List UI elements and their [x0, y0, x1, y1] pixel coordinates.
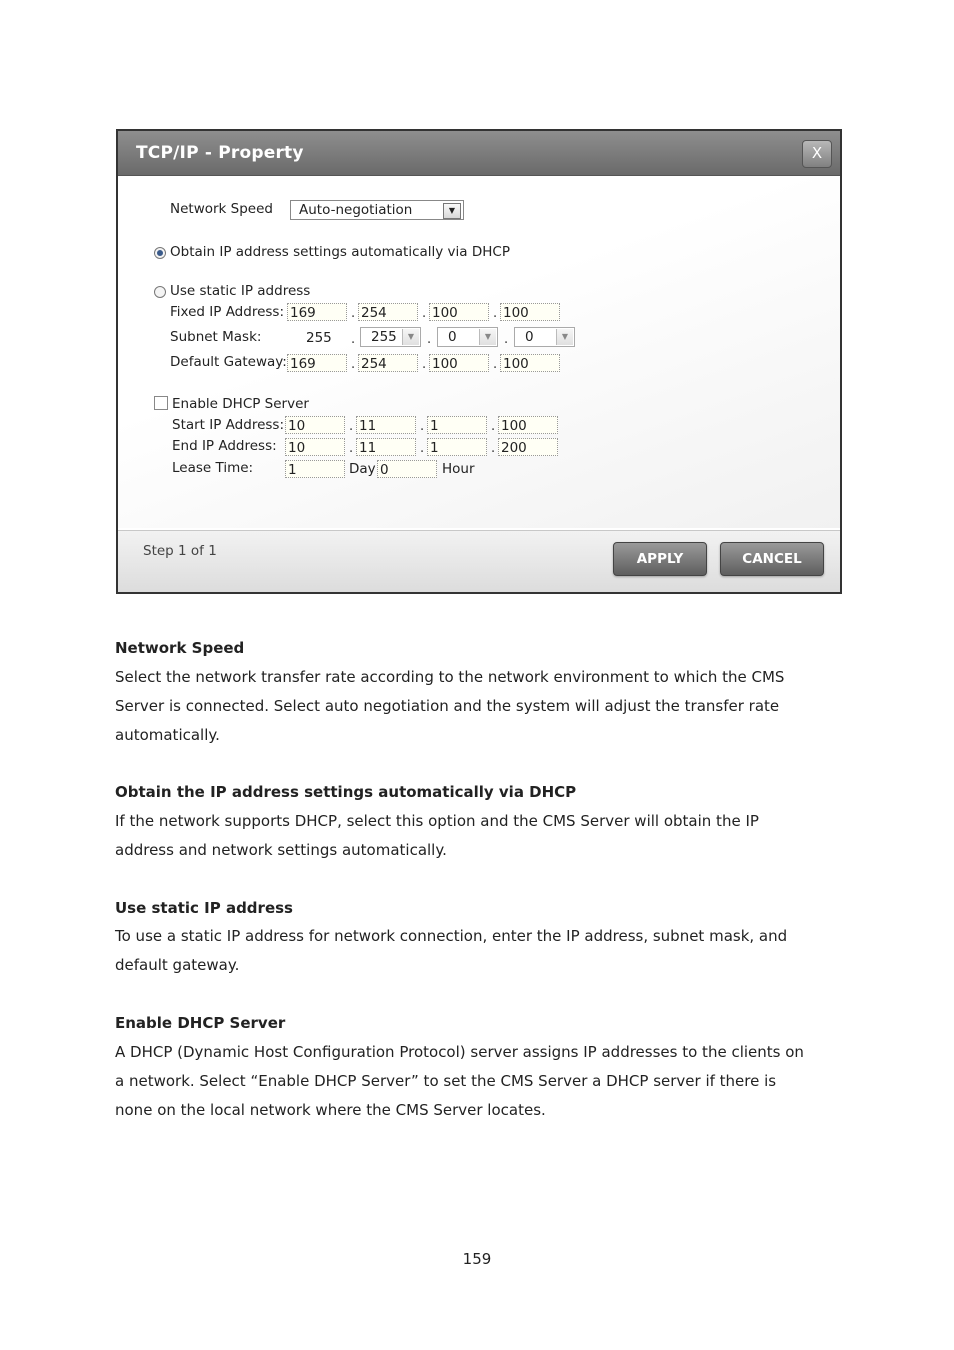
dialog-body: Network Speed Auto-negotiation ▼ Obtain IP address settings automatically via DHCP Use static IP address Fixed IP Address: 169 . 254 . 100 . 100 Subnet Mask: 255 . 255 ▼ . 0 ▼ . 0 ▼ Default Gateway: 169 . 254 . 100 . 100 Enable DHCP Server Start IP Address: 10 . 11 . 1 . 100 End IP Address: 10 . 11 . 1 . 200 Lease Time: 1 Day 0 Hour: [118, 176, 840, 528]
chevron-down-icon: ▼: [402, 329, 419, 345]
text-line: If the network supports DHCP, select this option and the CMS Server will obtain the IP: [115, 812, 759, 830]
section-body: [115, 922, 845, 980]
gateway-octet-1[interactable]: 169: [287, 354, 347, 372]
text-line: automatically.: [115, 726, 220, 744]
close-button[interactable]: [802, 140, 832, 168]
lease-hour-field[interactable]: 0: [377, 460, 437, 478]
lease-time-label: Lease Time:: [172, 460, 254, 476]
fixed-ip-octet-2[interactable]: 254: [358, 303, 418, 321]
static-ip-radio-label: Use static IP address: [170, 283, 311, 299]
close-icon: X: [811, 144, 823, 162]
text-line: Select the network transfer rate according to the network environment to which the CMS: [115, 668, 785, 686]
page-number: 159: [462, 1250, 492, 1268]
section-heading: Obtain the IP address settings automatically via DHCP: [115, 783, 577, 801]
section-heading: Use static IP address: [115, 899, 293, 917]
dialog-title: TCP/IP - Property: [136, 143, 304, 163]
start-ip-octet-4[interactable]: 100: [498, 416, 558, 434]
text-line: To use a static IP address for network connection, enter the IP address, subnet mask, and: [115, 927, 788, 945]
apply-button[interactable]: APPLY: [613, 542, 707, 576]
default-gateway-label: Default Gateway:: [170, 354, 287, 370]
gateway-octet-3[interactable]: 100: [429, 354, 489, 372]
text-line: A DHCP (Dynamic Host Configuration Protocol) server assigns IP addresses to the clients on: [115, 1043, 804, 1061]
fixed-ip-octet-1[interactable]: 169: [287, 303, 347, 321]
dialog-footer: [118, 530, 840, 593]
static-ip-radio[interactable]: [154, 286, 166, 298]
end-ip-octet-3[interactable]: 1: [427, 438, 487, 456]
start-ip-octet-2[interactable]: 11: [356, 416, 416, 434]
subnet-octet-1: 255: [306, 330, 332, 346]
dhcp-radio[interactable]: [154, 247, 166, 259]
chevron-down-icon: ▼: [556, 329, 573, 345]
lease-day-field[interactable]: 1: [285, 460, 345, 478]
end-ip-octet-2[interactable]: 11: [356, 438, 416, 456]
start-ip-octet-1[interactable]: 10: [285, 416, 345, 434]
fixed-ip-label: Fixed IP Address:: [170, 304, 284, 320]
dhcp-radio-label: Obtain IP address settings automatically via DHCP: [170, 244, 510, 260]
subnet-mask-label: Subnet Mask:: [170, 329, 262, 345]
hour-label: Hour: [442, 461, 475, 477]
section-heading: Network Speed: [115, 639, 245, 657]
text-line: a network. Select “Enable DHCP Server” to set the CMS Server a DHCP server if there is: [115, 1072, 777, 1090]
section-heading: Enable DHCP Server: [115, 1014, 286, 1032]
subnet-octet-4-select[interactable]: [514, 327, 575, 347]
subnet-octet-3: 0: [448, 329, 457, 345]
day-label: Day: [349, 461, 376, 477]
gateway-octet-2[interactable]: 254: [358, 354, 418, 372]
text-line: default gateway.: [115, 956, 240, 974]
subnet-octet-2-select[interactable]: [360, 327, 421, 347]
fixed-ip-octet-3[interactable]: 100: [429, 303, 489, 321]
chevron-down-icon: ▼: [443, 203, 461, 219]
tcpip-property-dialog: [116, 129, 842, 594]
subnet-octet-4: 0: [525, 329, 534, 345]
chevron-down-icon: ▼: [479, 329, 496, 345]
section-body: [115, 807, 845, 865]
text-line: Server is connected. Select auto negotiation and the system will adjust the transfer rate: [115, 697, 780, 715]
dialog-titlebar: [118, 131, 840, 176]
step-indicator: Step 1 of 1: [143, 543, 217, 559]
fixed-ip-octet-4[interactable]: 100: [500, 303, 560, 321]
network-speed-label: Network Speed: [170, 201, 273, 217]
cancel-button[interactable]: CANCEL: [720, 542, 824, 576]
enable-dhcp-server-label: Enable DHCP Server: [172, 396, 309, 412]
section-body: [115, 663, 845, 750]
subnet-octet-3-select[interactable]: [437, 327, 498, 347]
end-ip-octet-1[interactable]: 10: [285, 438, 345, 456]
subnet-octet-2: 255: [371, 329, 397, 345]
start-ip-label: Start IP Address:: [172, 417, 284, 433]
enable-dhcp-server-checkbox[interactable]: [154, 396, 168, 410]
section-body: [115, 1038, 845, 1125]
start-ip-octet-3[interactable]: 1: [427, 416, 487, 434]
text-line: none on the local network where the CMS Server locates.: [115, 1101, 546, 1119]
text-line: address and network settings automatically.: [115, 841, 447, 859]
network-speed-value: Auto-negotiation: [299, 202, 413, 218]
network-speed-select[interactable]: [290, 200, 464, 220]
gateway-octet-4[interactable]: 100: [500, 354, 560, 372]
end-ip-label: End IP Address:: [172, 438, 277, 454]
end-ip-octet-4[interactable]: 200: [498, 438, 558, 456]
